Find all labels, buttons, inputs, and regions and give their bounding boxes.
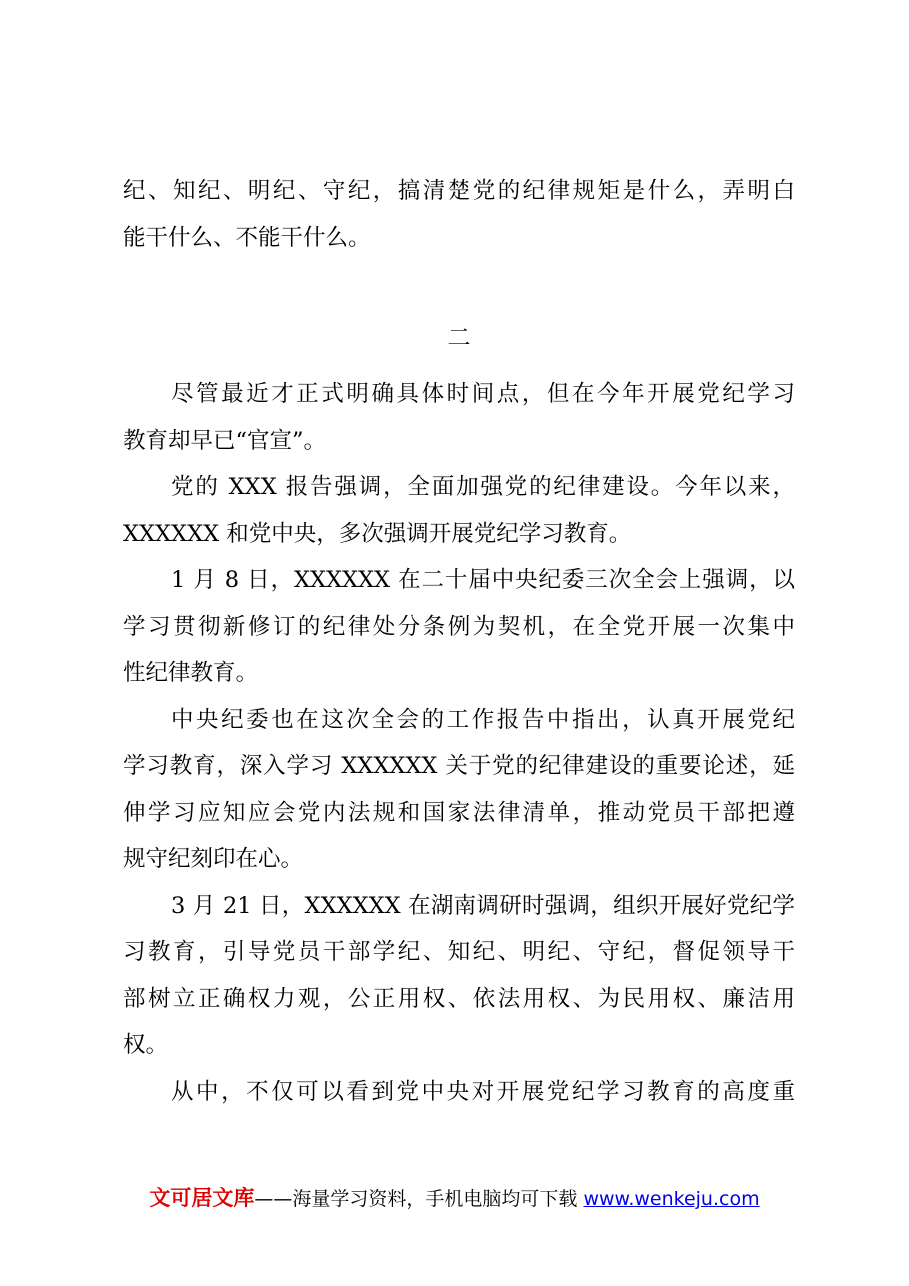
text-line: 纪、知纪、明纪、守纪，搞清楚党的纪律规矩是什么，弄明白: [123, 178, 795, 204]
text-line: 从中，不仅可以看到党中央对开展党纪学习教育的高度重: [171, 1078, 795, 1105]
text-line: 教育却早已“官宣”。: [123, 427, 327, 454]
section-heading: 二: [447, 325, 471, 351]
text-line: 部树立正确权力观，公正用权、依法用权、为民用权、廉洁用: [123, 985, 795, 1012]
paragraph: [123, 557, 795, 697]
paragraph: [123, 1069, 795, 1116]
text-line: 3 月 21 日，XXXXXX 在湖南调研时强调，组织开展好党纪学: [171, 892, 795, 919]
paragraph: [123, 464, 795, 557]
text-line: 习教育，引导党员干部学纪、知纪、明纪、守纪，督促领导干: [123, 939, 795, 965]
footer-brand: 文可居文库: [149, 1186, 255, 1210]
paragraph: [123, 371, 795, 464]
footer-link[interactable]: www.wenkeju.com: [583, 1188, 760, 1210]
text-line: 权。: [123, 1032, 169, 1058]
text-line: 尽管最近才正式明确具体时间点，但在今年开展党纪学习: [171, 381, 795, 407]
text-line: 中央纪委也在这次全会的工作报告中指出，认真开展党纪: [171, 706, 795, 733]
footer-dash: ——: [254, 1188, 293, 1210]
text-line: 能干什么、不能干什么。: [123, 224, 371, 251]
text-line: 伸学习应知应会党内法规和国家法律清单，推动党员干部把遵: [123, 799, 795, 826]
footer-description: 海量学习资料，手机电脑均可下载: [292, 1188, 578, 1210]
text-line: 党的 XXX 报告强调，全面加强党的纪律建设。今年以来，: [171, 474, 795, 500]
continuation-paragraph: [123, 168, 795, 261]
paragraph: [123, 697, 795, 883]
footer-banner: [0, 1182, 909, 1212]
paragraph: [123, 883, 795, 1069]
text-line: 1 月 8 日，XXXXXX 在二十届中央纪委三次全会上强调，以: [171, 567, 795, 593]
text-line: XXXXXX 和党中央，多次强调开展党纪学习教育。: [123, 520, 632, 547]
text-line: 规守纪刻印在心。: [123, 846, 304, 872]
document-body: [123, 168, 795, 1115]
text-line: 学习教育，深入学习 XXXXXX 关于党的纪律建设的重要论述，延: [123, 753, 795, 779]
text-line: 性纪律教育。: [123, 660, 259, 686]
text-line: 学习贯彻新修订的纪律处分条例为契机，在全党开展一次集中: [123, 613, 795, 640]
